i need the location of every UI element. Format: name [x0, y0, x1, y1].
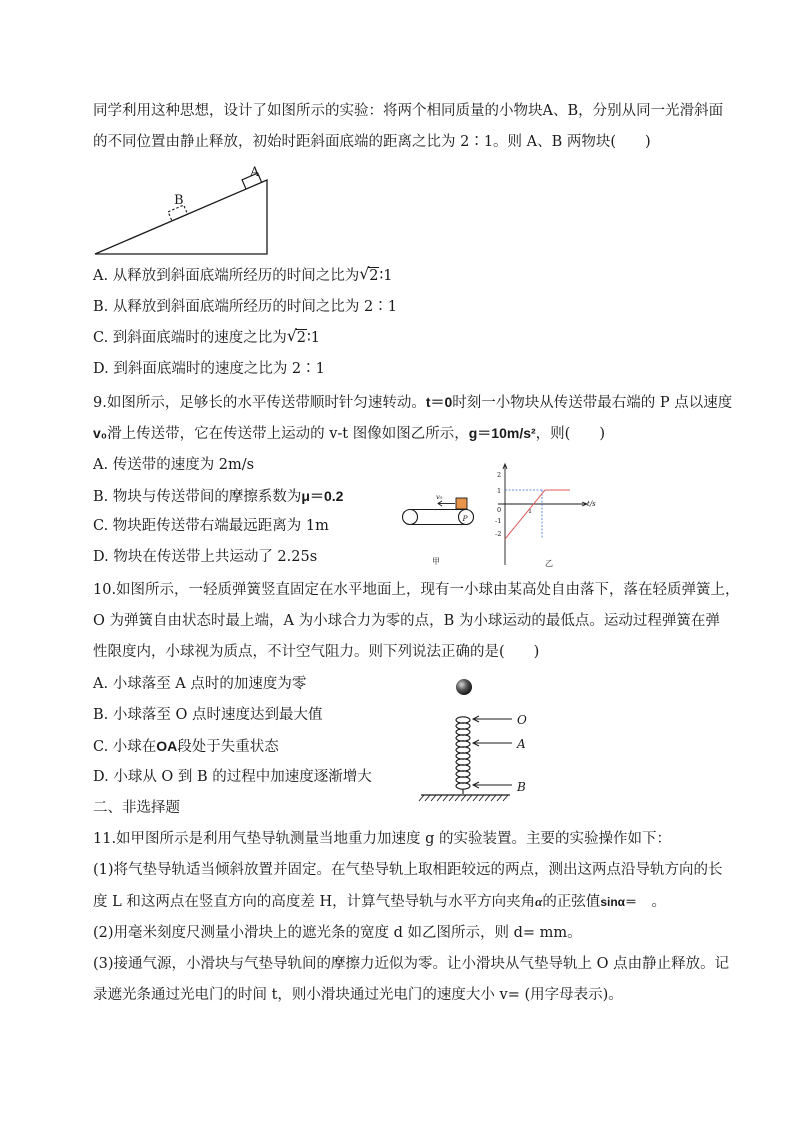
ground-hatch: [419, 795, 508, 801]
incline-figure: [90, 160, 280, 260]
q10-option-a: A. 小球落至 A 点时的加速度为零: [93, 676, 307, 692]
sqrt-symbol: √ 2: [286, 326, 307, 346]
tick-y-neg2: -2: [495, 530, 502, 538]
tick-y-1: 1: [497, 487, 502, 495]
q8-option-d: D. 到斜面底端时的速度之比为 2∶1: [93, 361, 325, 377]
q8-stem-line1: 同学利用这种思想，设计了如图所示的实验：将两个相同质量的小物块A、B，分别从同一光滑斜面: [93, 103, 724, 119]
label-p: P: [462, 514, 468, 523]
q8-option-b: B. 从释放到斜面底端所经历的时间之比为 2∶1: [93, 299, 397, 315]
axis-t-label: t/s: [587, 500, 596, 508]
q9-option-d: D. 物块在传送带上共运动了 2.25s: [93, 549, 318, 565]
tick-y-neg1: -1: [495, 517, 502, 525]
tick-x-1: 1: [528, 507, 533, 515]
label-a: A: [250, 165, 260, 180]
vt-curve: [505, 490, 570, 539]
label-o: O: [517, 713, 527, 727]
q10-option-d: D. 小球从 O 到 B 的过程中加速度逐渐增大: [93, 769, 372, 785]
q10-option-c: C. 小球在OA段处于失重状态: [93, 738, 279, 755]
q10-stem-line1: 10.如图所示，一轻质弹簧竖直固定在水平地面上，现有一小球由某高处自由落下，落在轻质弹簧上，: [93, 582, 740, 598]
q8-option-a: A. 从释放到斜面底端所经历的时间之比为 √ 2∶1: [93, 264, 393, 284]
label-jia: 甲: [432, 557, 440, 566]
q11-step3-line1: (3)接通气源，小滑块与气垫导轨间的摩擦力近似为零。让小滑块从气垫导轨上 O 点由静止释放。记: [93, 956, 730, 972]
q9-option-b: B. 物块与传送带间的摩擦系数为μ＝0.2: [93, 488, 344, 505]
q11-stem-line1: 11.如甲图所示是利用气垫导轨测量当地重力加速度 g 的实验装置。主要的实验操作如下：: [93, 831, 672, 847]
q11-step3-line2: 录遮光条通过光电门的时间 t，则小滑块通过光电门的速度大小 v= (用字母表示)。: [93, 987, 623, 1003]
ball: [456, 679, 472, 695]
vt-graph: [490, 460, 610, 570]
q11-step1-line1: (1)将气垫导轨适当倾斜放置并固定。在气垫导轨上取相距较远的两点，测出这两点沿导轨方向的长: [93, 862, 723, 878]
spring-coil: [456, 717, 470, 794]
q9-stem-line2: v₀滑上传送带，它在传送带上运动的 v-t 图像如图乙所示，g＝10m/s²，则( ): [93, 425, 605, 442]
sqrt-symbol: √ 2: [359, 264, 379, 284]
incline-triangle: [95, 180, 267, 254]
q9-option-a: A. 传送带的速度为 2m/s: [93, 457, 255, 473]
small-block: [456, 498, 467, 509]
q9-option-c: C. 物块距传送带右端最远距离为 1m: [93, 518, 329, 534]
q10-option-b: B. 小球落至 O 点时速度达到最大值: [93, 707, 323, 723]
q8-stem-line2: 的不同位置由静止释放，初始时距斜面底端的距离之比为 2∶1。则 A、B 两物块( ): [93, 134, 651, 150]
q10-stem-line3: 性限度内，小球视为质点，不计空气阻力。则下列说法正确的是( ): [93, 644, 540, 660]
section-heading: 二、非选择题: [93, 800, 180, 816]
q8-option-c: C. 到斜面底端时的速度之比为 √ 2∶1: [93, 326, 321, 346]
left-roller: [403, 510, 418, 525]
label-a: A: [517, 737, 526, 751]
q11-step2: (2)用毫米刻度尺测量小滑块上的遮光条的宽度 d 如乙图所示，则 d= mm。: [93, 925, 582, 941]
label-b: B: [174, 193, 184, 208]
conveyor-figure: [395, 490, 495, 570]
tick-y-2: 2: [497, 471, 502, 479]
spring-figure: [418, 672, 548, 807]
q11-step1-line2: 度 L 和这两点在竖直方向的高度差 H，计算气垫导轨与水平方向夹角α的正弦值sinα＝ 。: [93, 894, 667, 910]
q10-stem-line2: O 为弹簧自由状态时最上端，A 为小球合力为零的点，B 为小球运动的最低点。运动过程弹簧在弹: [93, 613, 720, 629]
label-b: B: [517, 780, 526, 794]
tick-y-0: 0: [497, 506, 502, 514]
label-v0: v₀: [436, 493, 443, 501]
label-yi: 乙: [545, 559, 553, 568]
q9-stem-line1: 9.如图所示，足够长的水平传送带顺时针匀速转动。t＝0时刻一小物块从传送带最右端的 P 点以速度: [93, 394, 733, 411]
marker-arrows: [473, 716, 512, 788]
